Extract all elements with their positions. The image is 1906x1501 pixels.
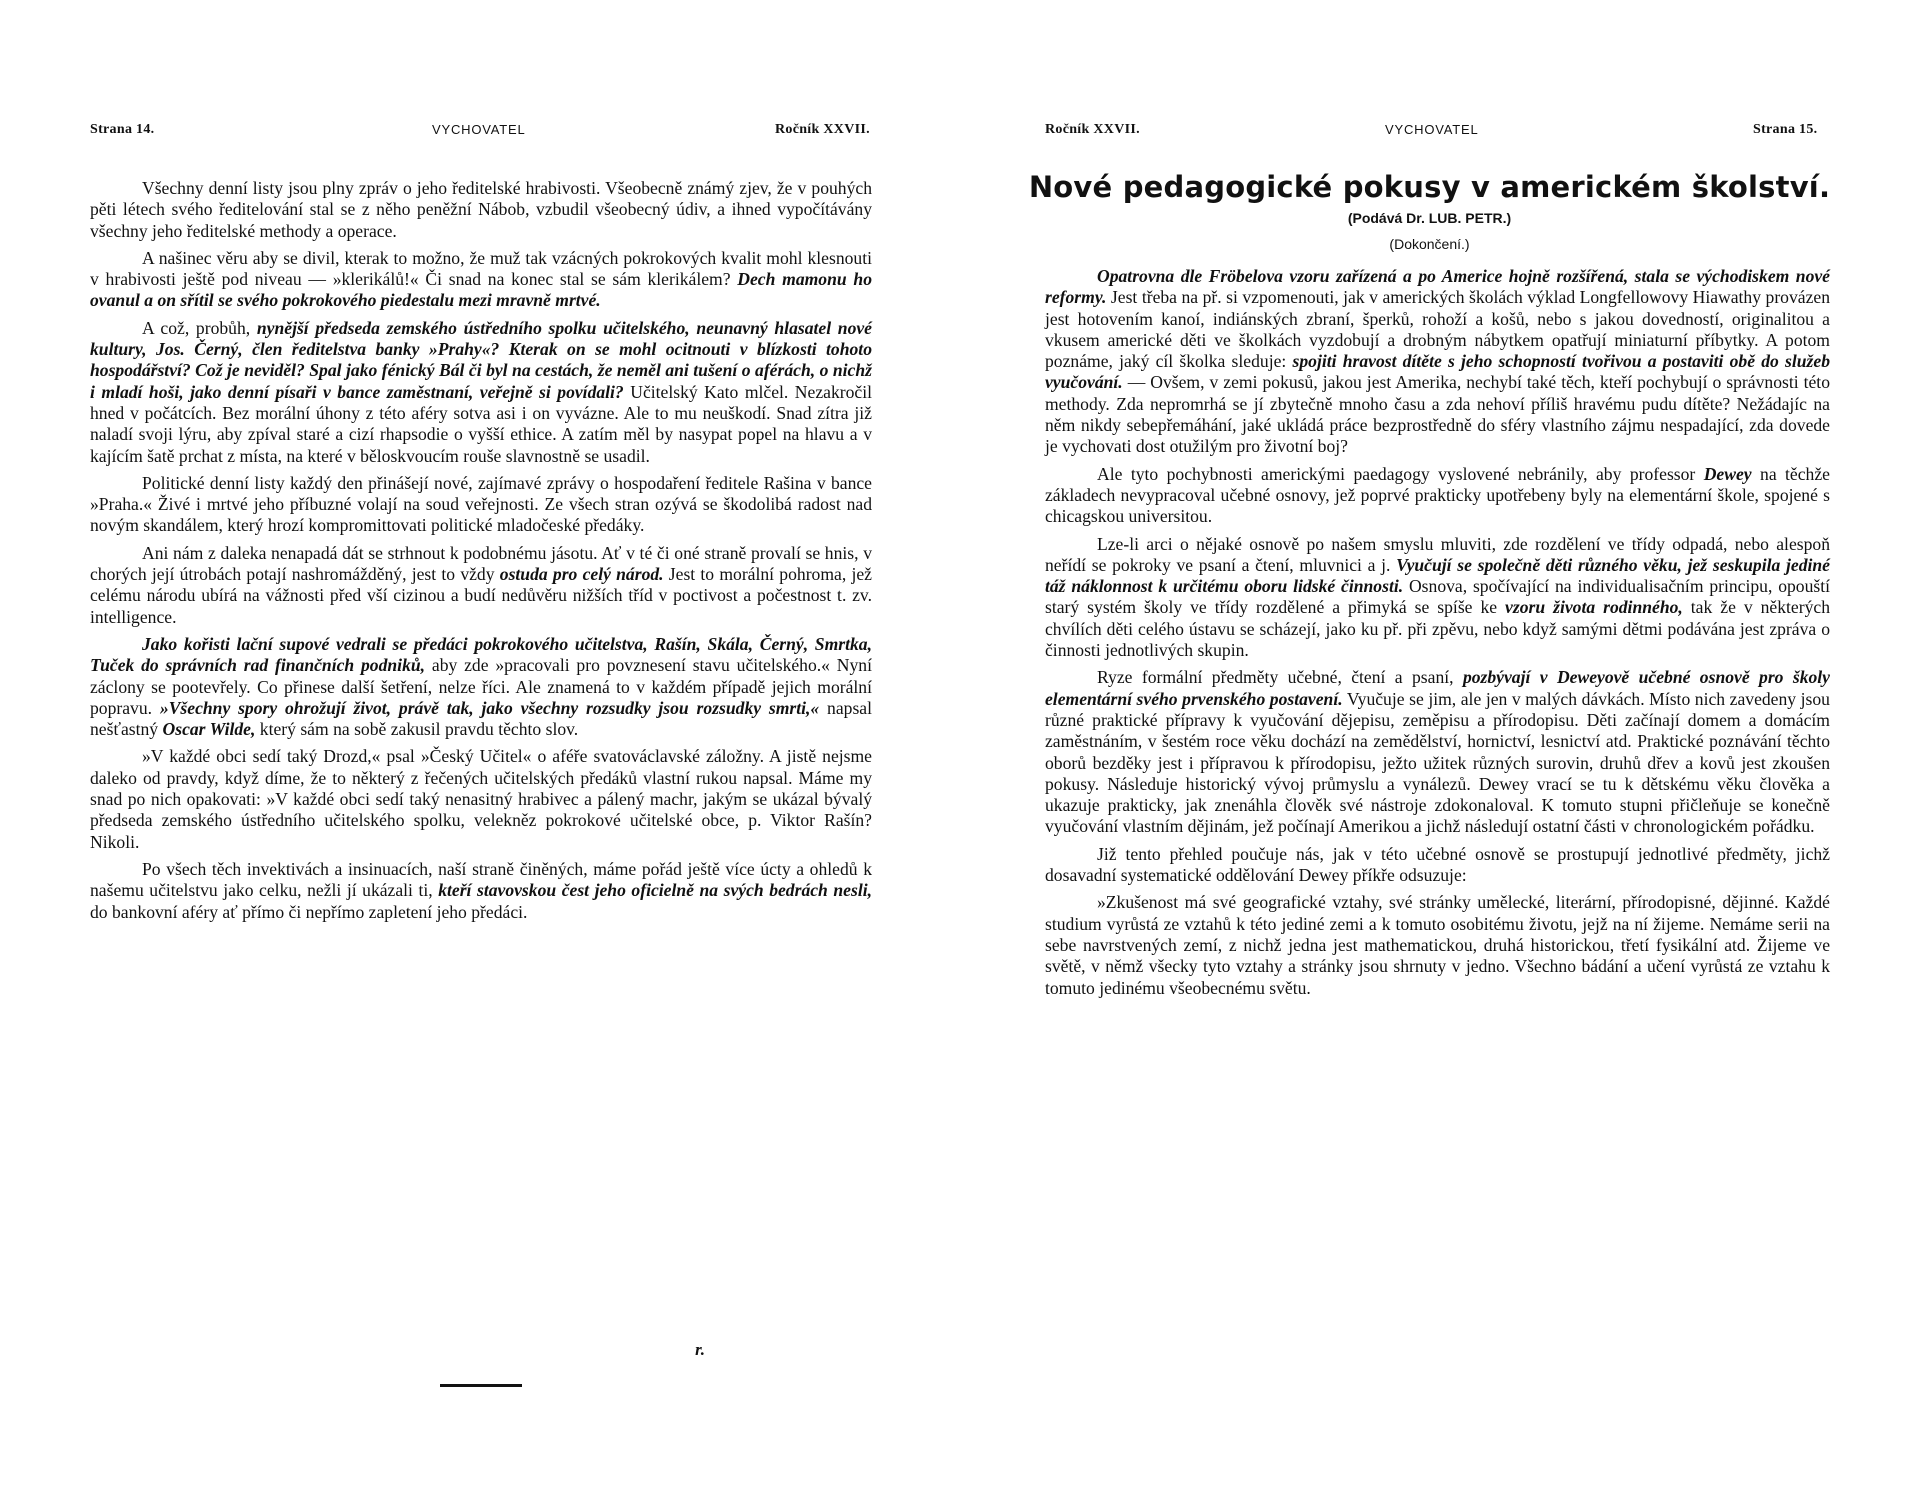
left-page-number: Strana 14. xyxy=(90,122,155,137)
right-body-text xyxy=(1045,266,1830,1005)
paragraph: Politické denní listy každý den přinášejí nové, zajímavé zprávy o hospodaření ředitele Rašina v bance »Praha.« Živé i mrtvé jeho příbuzné volají na soud veřejnosti. Ze všech stran ozývá se škodolibá radost nad novým skandálem, který hrozí kompromittovati politické mladočeské předáky. xyxy=(90,472,872,536)
end-rule xyxy=(440,1384,522,1387)
paragraph: »Zkušenost má své geografické vztahy, své stránky umělecké, literární, přírodopisné, dějinné. Každé studium vyrůstá ze vztahů k této jediné zemi a k tomuto osobitému životu, jejž na ní žijeme. Nemáme serii na sebe navrstvených zemí, z nichž jedna jest mathematickou, druhá historickou, třetí fysikální atd. Žijeme ve světě, v němž všecky tyto vztahy a stránky jsou shrnuty v jedno. Všechno bádání a učení vyrůstá ze vztahu k tomuto jedinému všeobecnému světu. xyxy=(1045,892,1830,998)
paragraph: »V každé obci sedí taký Drozd,« psal »Český Učitel« o aféře svatováclavské záložny. A jistě nejsme daleko od pravdy, když díme, že to některý z řečených učitelských předáků vlastní rukou napsal. Máme my snad po nich opakovati: »V každé obci sedí taký nenasitný hrabivec a pálený machr, jakým se ukázal bývalý předseda zemského ústředního učitelského spolku, velekněz pokrokové učitelské obce, p. Viktor Rašín? Nikoli. xyxy=(90,746,872,852)
article-byline: (Podává Dr. LUB. PETR.) xyxy=(1347,210,1512,226)
article-signature: r. xyxy=(695,1340,705,1359)
right-running-title: VYCHOVATEL xyxy=(1385,122,1479,137)
paragraph: Opatrovna dle Fröbelova vzoru zařízená a po Americe hojně rozšířená, stala se východiskem nové reformy. Jest třeba na př. si vzpomenouti, jak v amerických školách výklad Longfellowovy Hiawathy provázen jest hotovením kanoí, indiánských zbraní, šperků, rohoží a košů, nebo s jakou dovedností, originalitou a vkusem americké děti ve školkách vyzdobují a drobným nábytkem opatřují miniaturní příbytky. A potom poznáme, jaký cíl školka sleduje: spojiti hravost dítěte s jeho schopností tvořivou a postaviti obě do služeb vyučování. — Ovšem, v zemi pokusů, jakou jest Amerika, nechybí také těch, kteří pochybují o správnosti této methody. Zda nepromrhá se jí zbytečně mnoho času a zda nehoví příliš hravému pudu dítěte? Nežádajíc na něm nikdy sebepřemáhání, jaké ukládá práce bezprostředně do sféry vlastního zájmu nespadající, zda dovede je vychovati dost otužilým pro životní boj? xyxy=(1045,266,1830,457)
right-page xyxy=(953,0,1906,1501)
paragraph: Ani nám z daleka nenapadá dát se strhnout k podobnému jásotu. Ať v té či oné straně provalí se hnis, v chorých její útrobách potají nashromážděný, jest to vždy ostuda pro celý národ. Jest to morální pohroma, jež celému národu ubírá na vážnosti před vší cizinou a budí nedůvěru nižších tříd v poctivost a počestnost t. zv. intelligence. xyxy=(90,542,872,627)
paragraph: Ale tyto pochybnosti americkými paedagogy vyslovené nebránily, aby professor Dewey na těchže základech nevypracoval učebné osnovy, jež poprvé prakticky upotřebeny byly na elementární škole, spojené s chicagskou universitou. xyxy=(1045,463,1830,527)
paragraph: A našinec věru aby se divil, kterak to možno, že muž tak vzácných pokrokových kvalit mohl klesnouti v hrabivosti ještě pod niveau — »klerikálů!« Či snad na konec stal se sám klerikálem? Dech mamonu ho ovanul a on sřítil se svého pokrokového piedestalu mezi mravně mrtvé. xyxy=(90,247,872,311)
left-body-text xyxy=(90,178,872,929)
paragraph: Lze-li arci o nějaké osnově po našem smyslu mluviti, zde rozdělení ve třídy odpadá, nebo alespoň neřídí se pokroky ve psaní a čtení, mluvnici a j. Vyučují se společně děti různého věku, jež seskupila jediné táž náklonnost k určitému oboru lidské činnosti. Osnova, spočívající na individualisačním principu, opouští starý systém školy ve třídy rozdělené a přimyká se spíše ke vzoru života rodinného, tak že v některých chvílích děti celého ústavu se scházejí, jako ku př. při zpěvu, nebo když samými dětmi podávána jest zpráva o činnosti jednotlivých skupin. xyxy=(1045,533,1831,661)
left-volume: Ročník XXVII. xyxy=(775,122,870,137)
paragraph: Již tento přehled poučuje nás, jak v této učebné osnově se prostupují jednotlivé předměty, jichž dosavadní systematické oddělování Dewey příkře odsuzuje: xyxy=(1045,843,1830,886)
left-running-title: VYCHOVATEL xyxy=(432,122,526,137)
paragraph: Ryze formální předměty učebné, čtení a psaní, pozbývají v Deweyově učebné osnově pro školy elementární svého prvenského postavení. Vyučuje se jim, ale jen v malých dávkách. Místo nich zavedeny jsou různé praktické přípravy k vyučování dějepisu, zeměpisu a přírodopisu. Děti začínají domem a domácím zaměstnáním, v šestém roce věku dochází na zemědělství, hornictví, lesnictví atd. Praktické poznávání těchto oborů bezděky jest i přípravou k přírodopisu, ježto užitek různých surovin, druhů dřev a kovů jest zkoušen pokusy. Následuje historický vývoj průmyslu a vynálezů. Dewey vrací se tu k dětskému věku člověka a ukazuje prakticky, jak znenáhla člověk své nástroje zdokonaloval. K tomuto stupni přičleňuje se konečně vyučování vlastním dějinám, jež počínají Amerikou a jichž následují ostatní části v chronologickém pořádku. xyxy=(1045,667,1830,837)
article-title: Nové pedagogické pokusy v americkém školství. xyxy=(1028,170,1831,204)
right-page-number: Strana 15. xyxy=(1753,122,1818,137)
continuation-note: (Dokončení.) xyxy=(1389,236,1470,252)
right-volume: Ročník XXVII. xyxy=(1045,122,1140,137)
paragraph: Jako kořisti lační supové vedrali se předáci pokrokového učitelstva, Rašín, Skála, Černý, Smrtka, Tuček do správních rad finančních podniků, aby zde »pracovali pro povznesení stavu učitelského.« Nyní záclony se pootevřely. Co přinese další šetření, nelze říci. Ale znamená to v každém případě jejich morální popravu. »Všechny spory ohrožují život, právě tak, jako všechny rozsudky jsou rozsudky smrti,« napsal nešťastný Oscar Wilde, který sám na sobě zakusil pravdu těchto slov. xyxy=(90,633,872,740)
paragraph: A což, probůh, nynější předseda zemského ústředního spolku učitelského, neunavný hlasatel nové kultury, Jos. Černý, člen ředitelstva banky »Prahy«? Kterak on se mohl ocitnouti v blízkosti tohoto hospodářství? Což je neviděl? Spal jako fénický Bál či byl na cestách, že neměl ani tušení o aférách, o nichž i mladí hoši, jako denní písaři v bance zaměstnaní, veřejně si povídali? Učitelský Kato mlčel. Nezakročil hned v počátcích. Bez morální úhony z této aféry sotva asi i on vyvázne. Ale to mu neuškodí. Snad zítra již naladí svoji lýru, aby zpíval staré a cizí rhapsodie o vyšší ethice. A zatím měl by nasypat popel na hlavu a v kajícím šatě prchat z místa, na které v běloskvoucím rouše slavnostně se usadil. xyxy=(90,317,872,466)
paragraph: Všechny denní listy jsou plny zpráv o jeho ředitelské hrabivosti. Všeobecně známý zjev, že v pouhých pěti létech svého ředitelování stal se z něho peněžní Nábob, vzbudil všeobecný údiv, a ihned vypočítávány všechny jeho ředitelské methody a operace. xyxy=(90,178,872,241)
paragraph: Po všech těch invektivách a insinuacích, naší straně činěných, máme pořád ještě více úcty a ohledů k našemu učitelstvu jako celku, nežli jí ukázali ti, kteří stavovskou čest jeho oficielně na svých bedrách nesli, do bankovní aféry ať přímo či nepřímo zapletení jeho předáci. xyxy=(90,858,872,922)
